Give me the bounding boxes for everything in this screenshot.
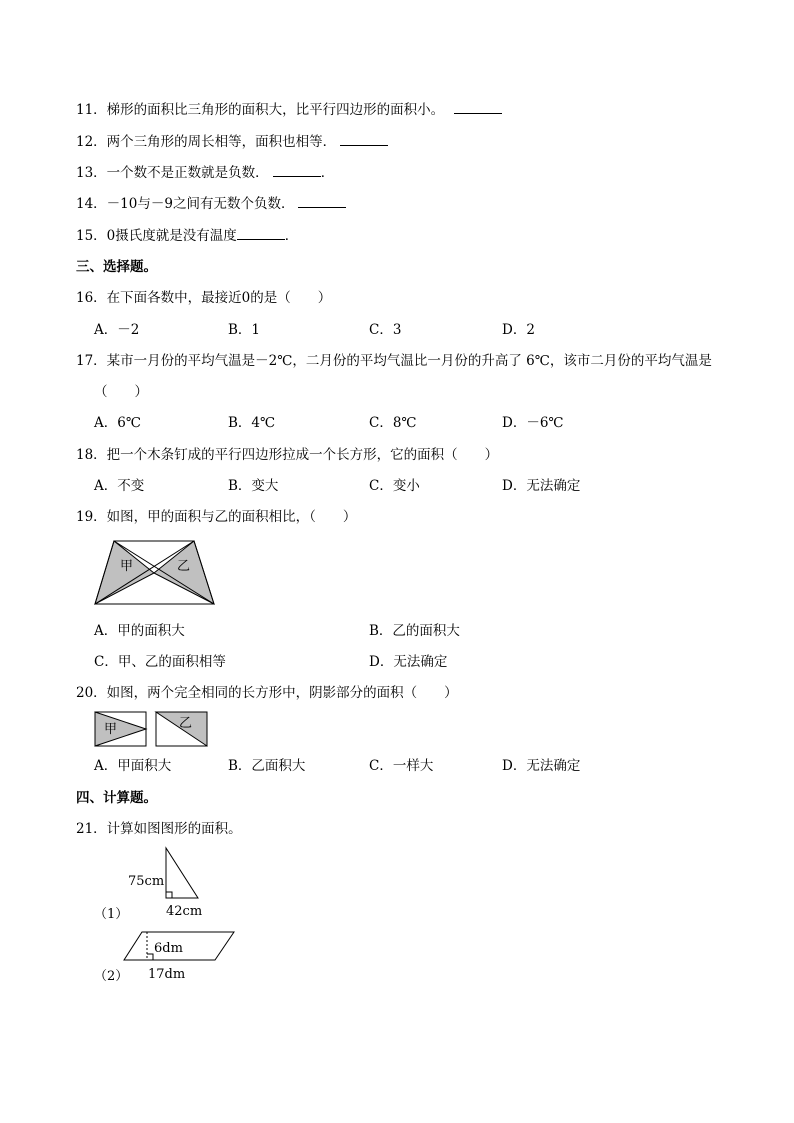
question-12: 12．两个三角形的周长相等，面积也相等． xyxy=(76,133,388,151)
option-c[interactable]: C．3 xyxy=(369,322,402,338)
question-17: 17．某市一月份的平均气温是－2℃，二月份的平均气温比一月份的升高了 6℃，该市二月份的平均气温是 xyxy=(76,353,712,369)
right-triangle-figure xyxy=(94,846,214,922)
parallelogram-figure xyxy=(94,928,244,984)
question-15: 15．0摄氏度就是没有温度 ． xyxy=(76,228,299,244)
option-b[interactable]: B．变大 xyxy=(228,478,279,494)
section-heading-choice: 三、选择题。 xyxy=(76,259,157,275)
trapezoid-figure xyxy=(94,540,216,606)
option-d[interactable]: D．无法确定 xyxy=(502,478,581,494)
option-b[interactable]: B．乙的面积大 xyxy=(369,623,460,639)
answer-blank[interactable] xyxy=(340,133,388,146)
question-18: 18．把一个木条钉成的平行四边形拉成一个长方形，它的面积（ ） xyxy=(76,447,499,463)
option-a[interactable]: A．不变 xyxy=(94,478,145,494)
option-a[interactable]: A．－2 xyxy=(94,322,140,338)
option-d[interactable]: D．2 xyxy=(502,322,535,338)
question-21: 21．计算如图图形的面积。 xyxy=(76,821,242,837)
question-14: 14．－10与－9之间有无数个负数． xyxy=(76,195,346,213)
figure-number-2: （2） xyxy=(94,969,129,984)
answer-blank[interactable] xyxy=(454,101,502,114)
option-a[interactable]: A．6℃ xyxy=(94,415,141,431)
base-label: 42cm xyxy=(166,904,203,919)
option-c[interactable]: C．8℃ xyxy=(369,415,417,431)
option-d[interactable]: D．－6℃ xyxy=(502,415,564,431)
option-c[interactable]: C．变小 xyxy=(369,478,420,494)
label-jia: 甲 xyxy=(120,559,134,574)
label-yi: 乙 xyxy=(179,716,193,731)
option-b[interactable]: B．1 xyxy=(228,322,261,338)
answer-blank[interactable] xyxy=(273,164,321,177)
answer-blank[interactable] xyxy=(298,195,346,208)
figure-number-1: （1） xyxy=(94,907,129,922)
question-13: 13．一个数不是正数就是负数． ． xyxy=(76,165,335,181)
height-label: 6dm xyxy=(154,941,183,956)
option-a[interactable]: A．甲的面积大 xyxy=(94,623,185,639)
option-c[interactable]: C．甲、乙的面积相等 xyxy=(94,654,226,670)
option-c[interactable]: C．一样大 xyxy=(369,758,434,774)
option-a[interactable]: A．甲面积大 xyxy=(94,758,172,774)
question-16: 16．在下面各数中，最接近0的是（ ） xyxy=(76,290,332,306)
question-11: 11．梯形的面积比三角形的面积大，比平行四边形的面积小。 xyxy=(76,101,502,119)
rectangles-figure xyxy=(94,711,210,749)
height-label: 75cm xyxy=(128,874,165,889)
label-yi: 乙 xyxy=(177,559,191,574)
answer-blank[interactable] xyxy=(237,227,285,240)
question-17-cont: （ ） xyxy=(94,384,148,400)
option-d[interactable]: D．无法确定 xyxy=(502,758,581,774)
question-20: 20．如图，两个完全相同的长方形中，阴影部分的面积（ ） xyxy=(76,685,458,701)
section-heading-calculation: 四、计算题。 xyxy=(76,790,157,806)
base-label: 17dm xyxy=(148,967,186,982)
option-d[interactable]: D．无法确定 xyxy=(369,654,448,670)
question-19: 19．如图，甲的面积与乙的面积相比，（ ） xyxy=(76,509,357,525)
option-b[interactable]: B．4℃ xyxy=(228,415,276,431)
label-jia: 甲 xyxy=(104,722,118,737)
option-b[interactable]: B．乙面积大 xyxy=(228,758,306,774)
